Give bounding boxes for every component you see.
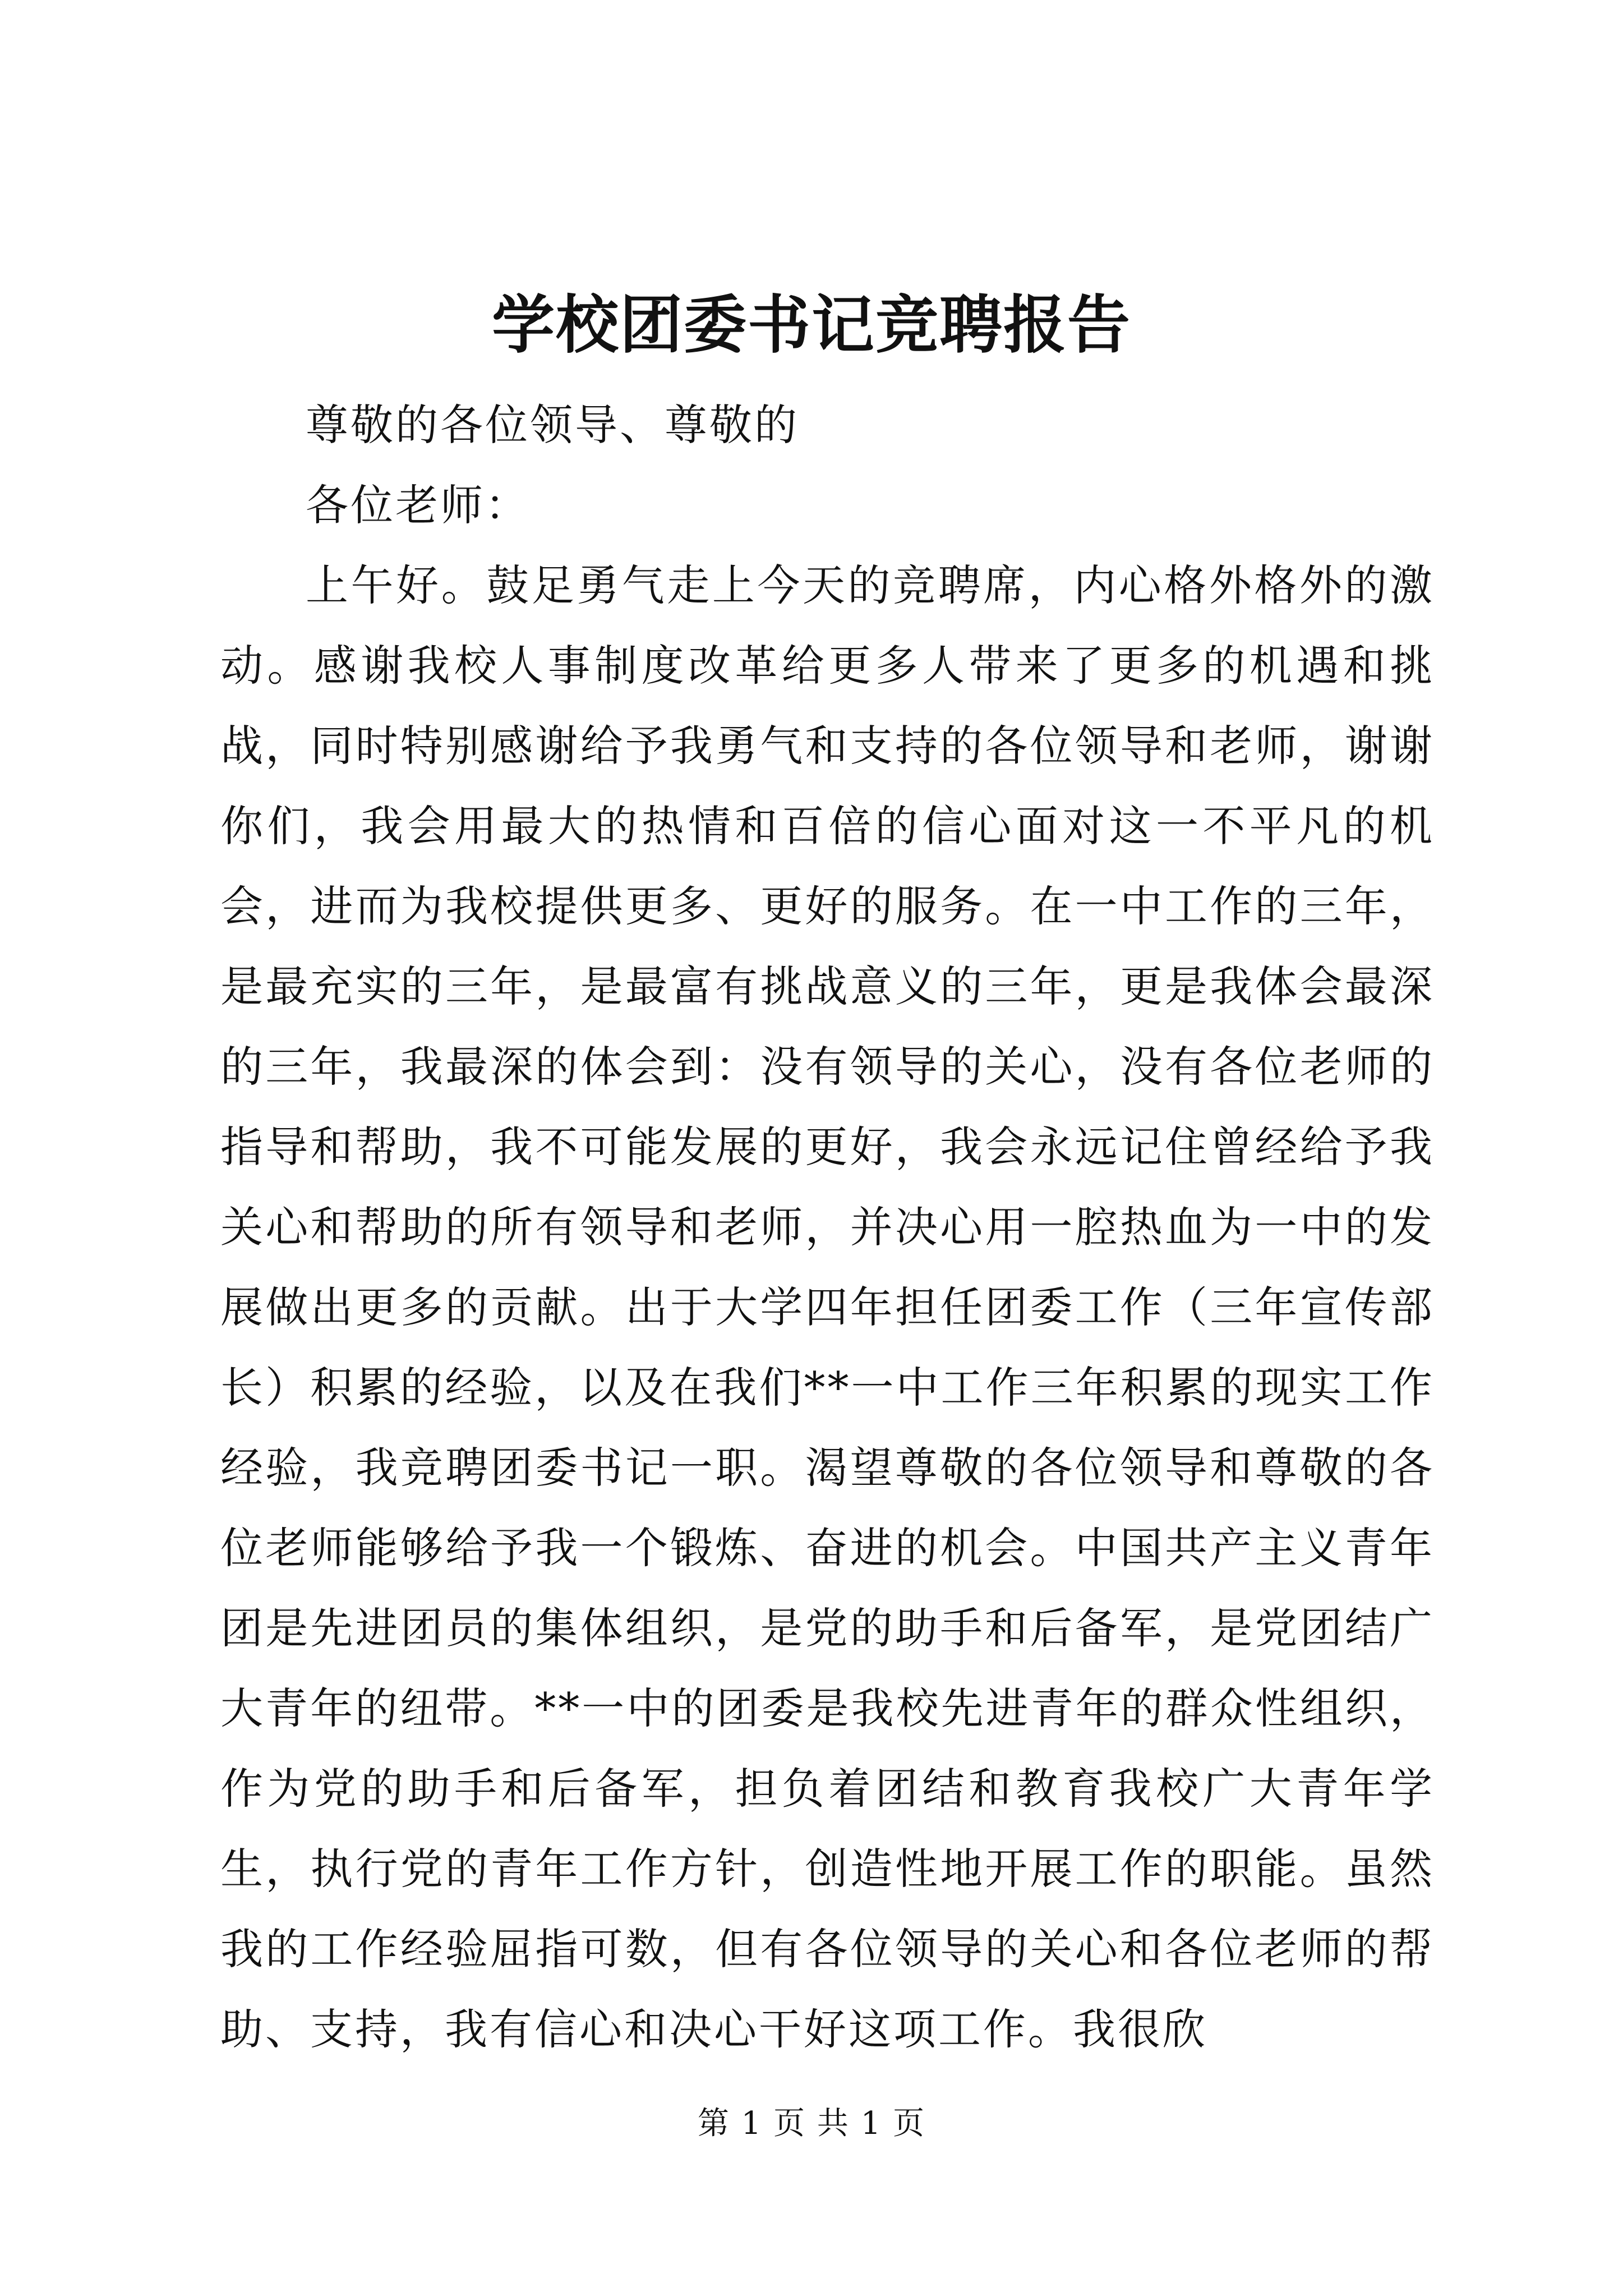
document-title: 学校团委书记竞聘报告 [492,288,1131,362]
greeting-line-1: 尊敬的各位领导、尊敬的 [306,400,799,450]
greeting-line-2: 各位老师： [306,480,530,530]
document-body [220,385,1435,2069]
page-number-footer: 第 1 页 共 1 页 [697,2105,926,2142]
body-paragraph: 上午好。鼓足勇气走上今天的竞聘席，内心格外格外的激动。感谢我校人事制度改革给更多人带来了更多的机遇和挑战，同时特别感谢给予我勇气和支持的各位领导和老师，谢谢你们，我会用最大的热情和百倍的信心面对这一不平凡的机会，进而为我校提供更多、更好的服务。在一中工作的三年，是最充实的三年，是最富有挑战意义的三年，更是我体会最深的三年，我最深的体会到：没有领导的关心，没有各位老师的指导和帮助，我不可能发展的更好，我会永远记住曾经给予我关心和帮助的所有领导和老师，并决心用一腔热血为一中的发展做出更多的贡献。出于大学四年担任团委工作（三年宣传部长）积累的经验，以及在我们**一中工作三年积累的现实工作经验，我竞聘团委书记一职。渴望尊敬的各位领导和尊敬的各位老师能够给予我一个锻炼、奋进的机会。中国共产主义青年团是先进团员的集体组织，是党的助手和后备军，是党团结广大青年的纽带。**一中的团委是我校先进青年的群众性组织，作为党的助手和后备军，担负着团结和教育我校广大青年学生，执行党的青年工作方针，创造性地开展工作的职能。虽然我的工作经验屈指可数，但有各位领导的关心和各位老师的帮助、支持，我有信心和决心干好这项工作。我很欣 [220,560,1435,2054]
